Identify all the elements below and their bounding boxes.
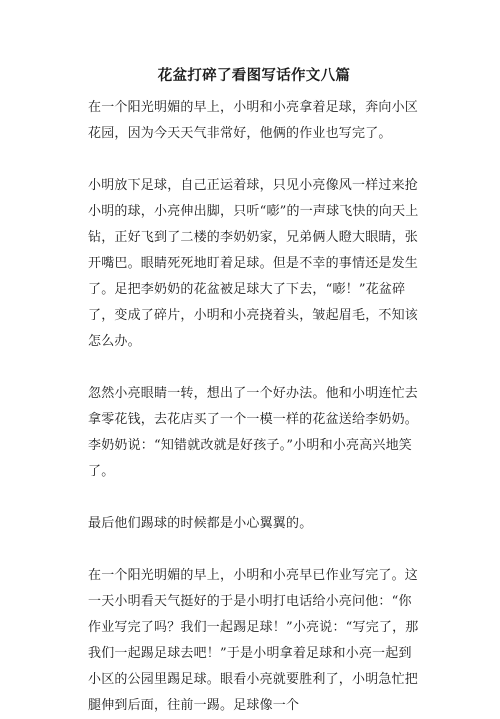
paragraph-3: 忽然小亮眼睛一转，想出了一个好办法。他和小明连忙去拿零花钱，去花店买了一个一模一样的花盆送给李奶奶。李奶奶说：“知错就改就是好孩子。”小明和小亮高兴地笑了。 <box>88 386 419 479</box>
paragraph-5: 在一个阳光明媚的早上，小明和小亮早已作业写完了。这一天小明看天气挺好的于是小明打电话给小亮问他：“你作业写完了吗？我们一起踢足球！”小亮说：“写完了，那我们一起踢足球去吧！”于是小明拿着足球和小亮一起到小区的公园里踢足球。眼看小亮就要胜利了，小明急忙把腿伸到后面，往前一踢。足球像一个 <box>88 568 419 713</box>
document-title: 花盆打碎了看图写话作文八篇 <box>157 67 351 84</box>
paragraph-4: 最后他们踢球的时候都是小心翼翼的。 <box>88 516 313 531</box>
paragraph-2: 小明放下足球，自己正运着球，只见小亮像风一样过来抢小明的球，小亮伸出脚，只听“嘭”的一声球飞快的向天上钻，正好飞到了二楼的李奶奶家，兄弟俩人瞪大眼睛，张开嘴巴。眼睛死死地盯着足球。但是不幸的事情还是发生了。足把李奶奶的花盆被足球大了下去，“嘭！”花盆碎了，变成了碎片，小明和小亮挠着头，皱起眉毛，不知该怎么办。 <box>88 178 419 349</box>
paragraph-1: 在一个阳光明媚的早上，小明和小亮拿着足球，奔向小区花园，因为今天天气非常好，他俩的作业也写完了。 <box>88 100 419 141</box>
